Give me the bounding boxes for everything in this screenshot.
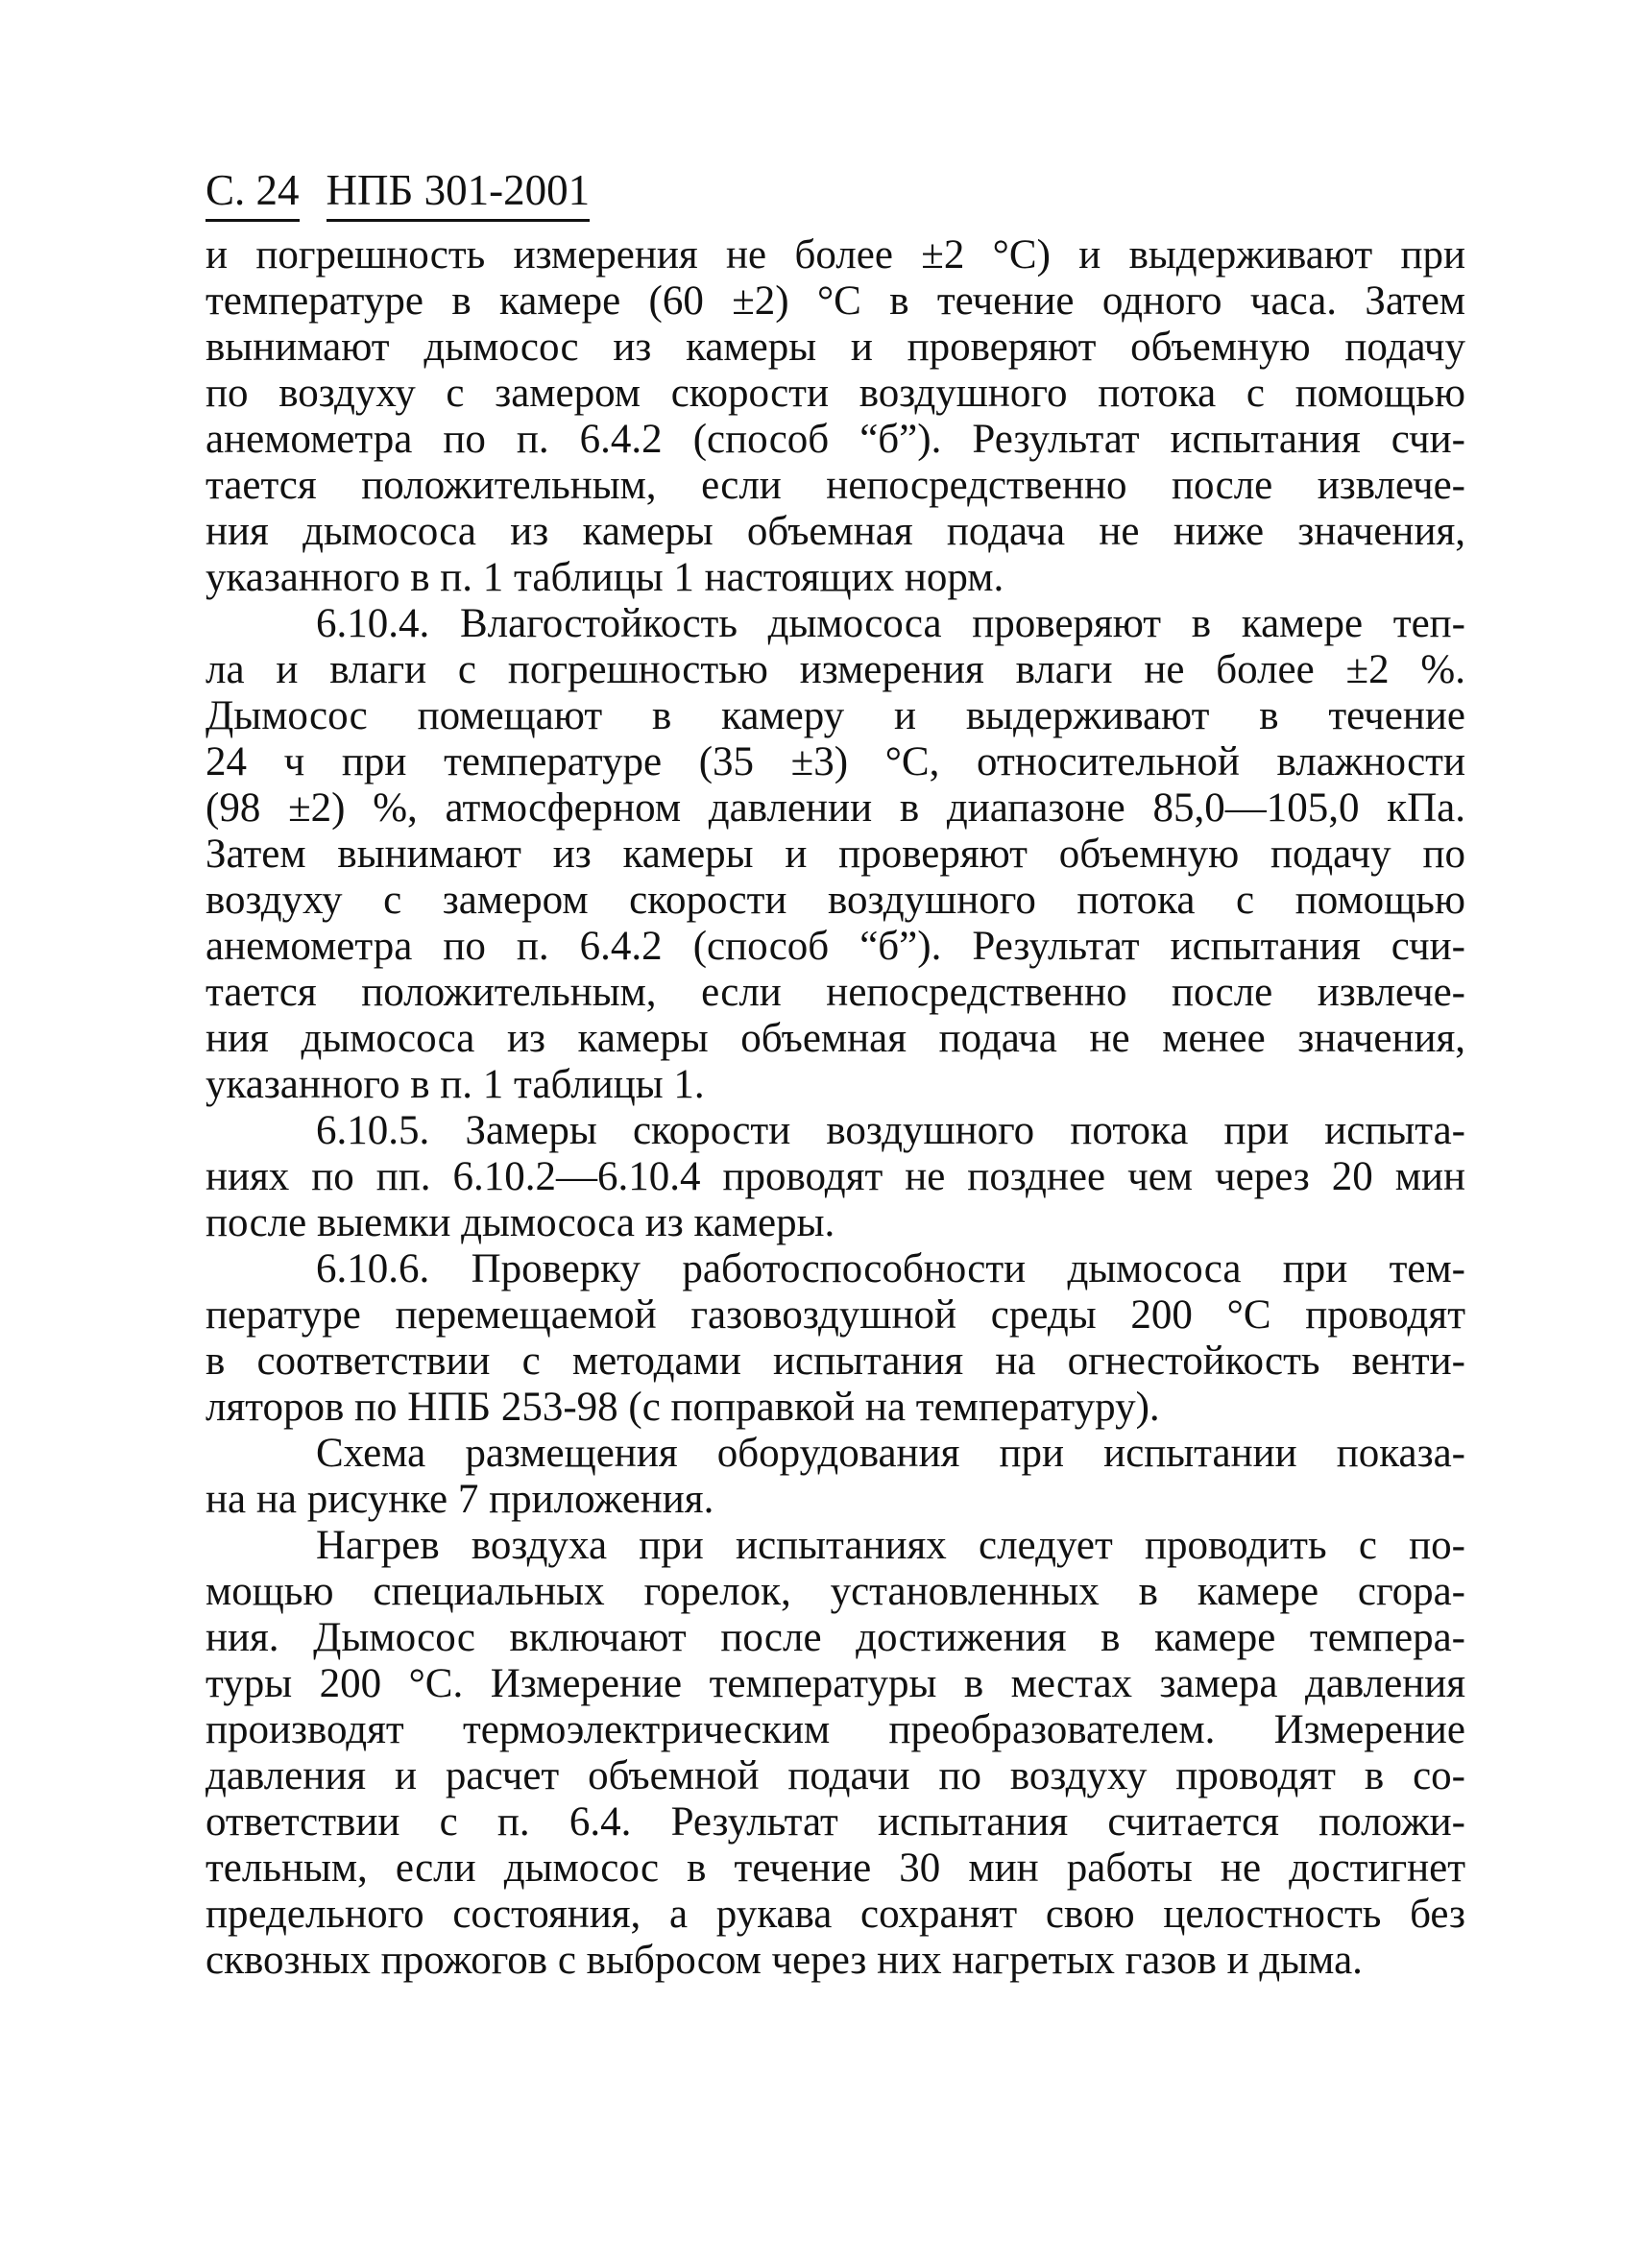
document-code: НПБ 301-2001 [327,163,591,222]
text-line: анемометра по п. 6.4.2 (способ “б”). Результат испытания счи- [206,924,1465,969]
text-line: и погрешность измерения не более ±2 °С) и выдерживают при [206,232,1465,277]
text-line: 24 ч при температуре (35 ±3) °С, относительной влажности [206,739,1465,784]
text-line: 6.10.6. Проверку работоспособности дымососа при тем- [316,1246,1465,1291]
text-line: ла и влаги с погрешностью измерения влаги не более ±2 %. [206,647,1465,692]
text-line: ниях по пп. 6.10.2—6.10.4 проводят не позднее чем через 20 мин [206,1154,1465,1199]
text-line: тельным, если дымосос в течение 30 мин работы не достигнет [206,1846,1465,1891]
text-line: ответствии с п. 6.4. Результат испытания считается положи- [206,1799,1465,1845]
text-line: тается положительным, если непосредственно после извлече- [206,970,1465,1015]
text-line: ния дымососа из камеры объемная подача не ниже значения, [206,509,1465,554]
text-line: 6.10.5. Замеры скорости воздушного потока при испыта- [316,1108,1465,1153]
text-line: давления и расчет объемной подачи по воздуху проводят в со- [206,1753,1465,1798]
text-line: указанного в п. 1 таблицы 1. [206,1062,705,1107]
text-line: Схема размещения оборудования при испытании показа- [316,1431,1465,1476]
body-text [206,232,1465,1984]
document-page [206,163,1465,1984]
text-line: пературе перемещаемой газовоздушной среды 200 °С проводят [206,1292,1465,1338]
text-line: температуре в камере (60 ±2) °С в течение одного часа. Затем [206,278,1465,324]
page-header [206,163,1465,221]
text-line: туры 200 °С. Измерение температуры в местах замера давления [206,1661,1465,1706]
text-line: Нагрев воздуха при испытаниях следует проводить с по- [316,1523,1465,1568]
text-line: мощью специальных горелок, установленных в камере сгора- [206,1569,1465,1614]
text-line: сквозных прожогов с выбросом через них нагретых газов и дыма. [206,1938,1363,1983]
text-line: ляторов по НПБ 253-98 (с поправкой на температуру). [206,1385,1160,1430]
text-line: (98 ±2) %, атмосферном давлении в диапазоне 85,0—105,0 кПа. [206,785,1465,831]
text-line: тается положительным, если непосредственно после извлече- [206,463,1465,508]
text-line: предельного состояния, а рукава сохранят свою целостность без [206,1892,1465,1937]
text-line: Затем вынимают из камеры и проверяют объемную подачу по [206,832,1465,877]
text-line: ния. Дымосос включают после достижения в камере темпера- [206,1615,1465,1660]
text-line: анемометра по п. 6.4.2 (способ “б”). Результат испытания счи- [206,417,1465,462]
text-line: указанного в п. 1 таблицы 1 настоящих норм. [206,555,1004,600]
text-line: после выемки дымососа из камеры. [206,1200,835,1245]
text-line: по воздуху с замером скорости воздушного потока с помощью [206,371,1465,416]
text-line: вынимают дымосос из камеры и проверяют объемную подачу [206,325,1465,370]
text-line: на на рисунке 7 приложения. [206,1477,714,1522]
text-line: ния дымососа из камеры объемная подача не менее значения, [206,1016,1465,1061]
text-line: воздуху с замером скорости воздушного потока с помощью [206,878,1465,923]
text-line: 6.10.4. Влагостойкость дымососа проверяют в камере теп- [316,601,1465,646]
page-number: С. 24 [206,163,300,222]
text-line: производят термоэлектрическим преобразователем. Измерение [206,1707,1465,1752]
text-line: Дымосос помещают в камеру и выдерживают в течение [206,693,1465,738]
text-line: в соответствии с методами испытания на огнестойкость венти- [206,1339,1465,1384]
